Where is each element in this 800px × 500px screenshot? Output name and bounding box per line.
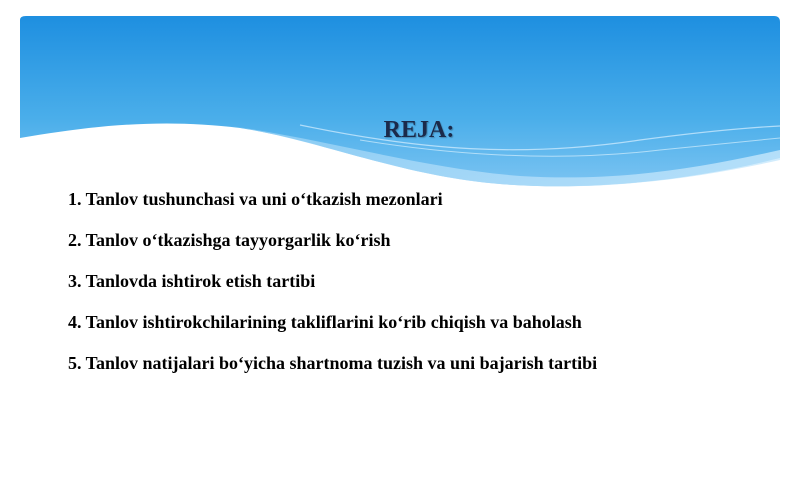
agenda-list: [68, 186, 597, 391]
agenda-item: 1. Tanlov tushunchasi va uni o‘tkazish mezonlari: [68, 189, 443, 209]
agenda-item: 3. Tanlovda ishtirok etish tartibi: [68, 271, 316, 291]
slide-title: REJA:: [383, 117, 455, 143]
header-wave-banner: [0, 0, 800, 200]
agenda-item: 5. Tanlov natijalari bo‘yicha shartnoma tuzish va uni bajarish tartibi: [68, 353, 598, 373]
agenda-item: 4. Tanlov ishtirokchilarining takliflarini ko‘rib chiqish va baholash: [68, 312, 582, 332]
agenda-item: 2. Tanlov o‘tkazishga tayyorgarlik ko‘rish: [68, 230, 391, 250]
